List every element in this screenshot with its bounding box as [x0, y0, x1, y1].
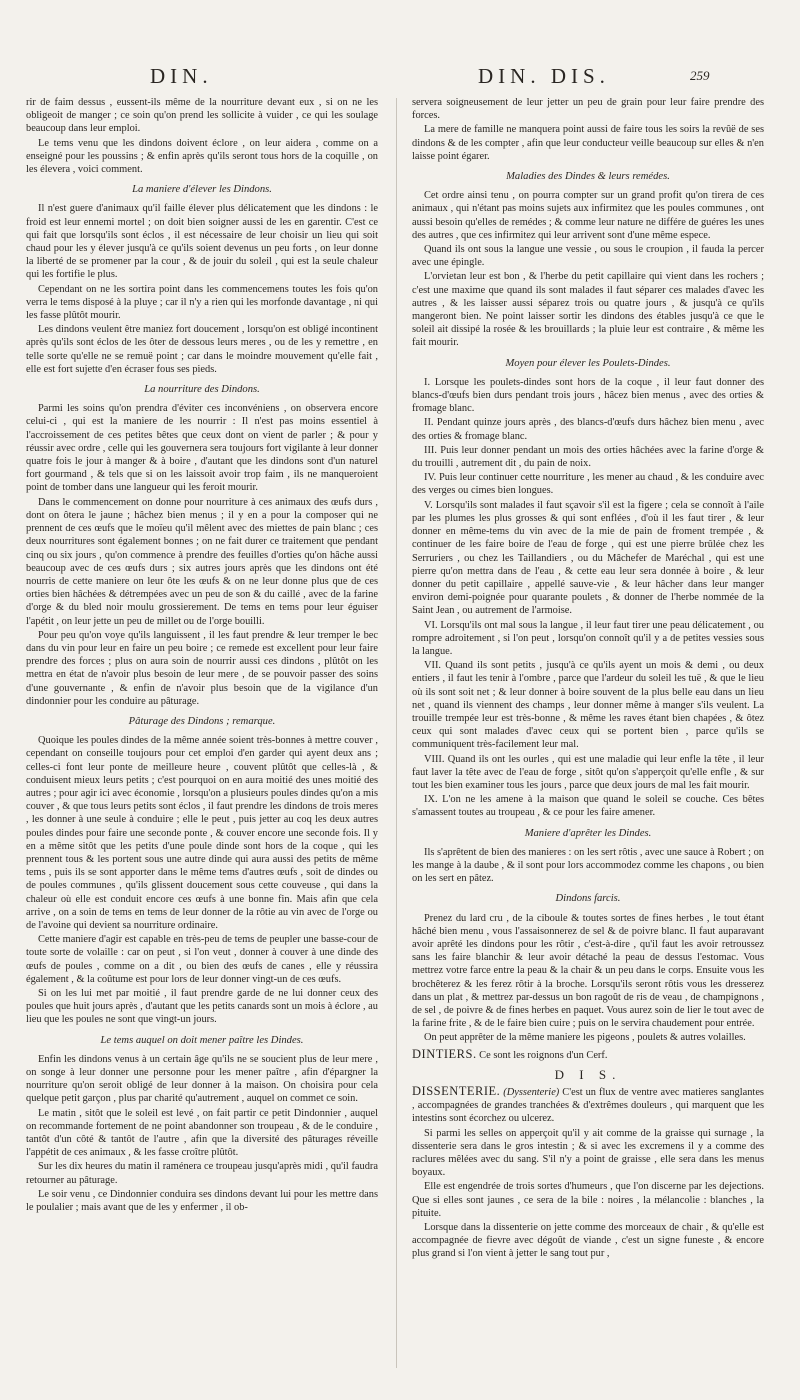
- section-heading: Maniere d'aprêter les Dindes.: [524, 827, 652, 839]
- paragraph: Quoique les poules dindes de la même année soient très-bonnes à mettre couver , cependant on conseille toujours pour cet emploi d'en garder qui ayent deux ans ; celles-ci font leur ponte de meilleure heure , couvent plûtôt que celles-là , & conduisent mieux leurs petits ; c'est pourquoi on en aura moitié des unes moitié des autres ; pour agir ici avec économie , lorsqu'on a plusieurs poules dindes qu'on a mis couver , & que tous leurs petits sont éclos , il faut prendre les dindons de trois meres , les donner à une seule à conduire ; elle le peut , puis jetter au coq les deux autres poules dindes pour faire une seconde ponte , & couver encore une seconde fois. Il y en a même sitôt que les petits d'une poule dinde sont hors de la coque , qui les prennent tous & les portent sous une autre dinde qui aura aussi des petits de même tems , puis ils se sont apporter dans le même tems d'autres œufs , soit de dindes ou de poules communes , qu'ils glissent doucement sous cette couveuse , qui dans la chaleur où elle est conduit encore ces œufs à une bonne fin. Mais afin que cela arrive , on a soin de tems en tems de leur donner de la rôtie au vin avec de l'orge ou de l'avoine qui devient sa nourriture ordinaire.: [26, 735, 378, 931]
- paragraph: rir de faim dessus , eussent-ils même de la nourriture devant eux , si on ne les obligeoit de manger ; ce soin qu'on prend les sollicite à vuider , ce qui les soulage beaucoup dans leur emploi.: [26, 97, 378, 135]
- paragraph: IV. Puis leur continuer cette nourriture , les mener au chaud , & les conduire avec des verges ou cimes bien longues.: [412, 472, 764, 497]
- paragraph: Sur les dix heures du matin il raménera ce troupeau jusqu'après midi , qu'il faudra retourner au pâturage.: [26, 1161, 378, 1186]
- paragraph: II. Pendant quinze jours après , des blancs-d'œufs durs hâchez bien menu , avec des orties & fromage blanc.: [412, 417, 764, 442]
- entry-headword: DISSENTERIE.: [412, 1084, 501, 1099]
- paragraph: VIII. Quand ils ont les ourles , qui est une maladie qui leur enfle la tête , il leur faut laver la tête avec de l'eau de forge , sitôt qu'on s'apperçoit qu'elle enfle , & sur tout les bien examiner tous les jours , parce que deux jours de mal les fait mourir.: [412, 753, 764, 791]
- running-head-left: DIN.: [150, 64, 213, 88]
- right-column: [412, 96, 764, 1386]
- paragraph: On peut apprêter de la même maniere les pigeons , poulets & autres volailles.: [424, 1032, 746, 1044]
- paragraph: Pour peu qu'on voye qu'ils languissent , il les faut prendre & leur tremper le bec dans du vin pour leur en faire un peu boire ; ce remede est excellent pour leur faire prendre des forces ; plus on aura soin de nourrir aussi ces dindons , plûtôt on les mettra en état de n'avoir plus besoin de leur mere , de se pouvoir passer des soins d'une gouvernante , & enfin de n'avoir plus besoin que de la vigilance d'un dindonnier pour les conduire au pâturage.: [26, 629, 378, 707]
- section-heading: Moyen pour élever les Poulets-Dindes.: [505, 357, 671, 369]
- left-column: [26, 96, 378, 1386]
- running-head: [0, 64, 800, 94]
- section-heading: Pâturage des Dindons ; remarque.: [128, 715, 276, 727]
- paragraph: Lorsque dans la dissenterie on jette comme des morceaux de chair , & qu'elle est accompagnée de fievre avec dégoût de viande , c'est un signe funeste , & encore plus grand si l'on vient à jetter le sang tout pur ,: [412, 1222, 764, 1260]
- paragraph: Il n'est guere d'animaux qu'il faille élever plus délicatement que les dindons : le froid est leur ennemi mortel ; on doit bien soigner aussi de les en garentir. C'est ce qui fait que lorsqu'ils sont éclos , il est nécessaire de leur choisir un lieu qui soit chaud pour les y élever jusqu'à ce qu'ils soient devenus un peu forts , on leur donne la liberté de se promener par la cour , & de jouir du soleil , qui est la seule chaleur qui les fortifie le plus.: [26, 203, 378, 281]
- paragraph: Si parmi les selles on apperçoit qu'il y ait comme de la graisse qui surnage , la dissenterie sera dans le gros intestin ; & si avec les excremens il y a comme des raclures mêlées avec du sang. S'il n'y a point de graisse , elle sera dans les menus boyaux.: [412, 1127, 764, 1179]
- paragraph: VII. Quand ils sont petits , jusqu'à ce qu'ils ayent un mois & demi , ou deux entiers , il faut les tenir à l'ombre , parce que l'ardeur du soleil les tuë , & que le lieu où ils sont soit net ; & leur donner à boire souvent de la plus belle eau dans un lieu net , quand ils viennent des champs , leur donner même à manger s'ils veulent. La trouille trempée leur est très-bonne , & même les raves étant bien chapées , & ôtez ceux qui sont malades d'avec ceux qui se portent bien , parce qu'ils se communiquent très-facilement leur mal.: [412, 660, 764, 751]
- paragraph: Ils s'aprêtent de bien des manieres : on les sert rôtis , avec une sauce à Robert ; on les mange à la daube , & il sont pour lors accommodez comme les chapons , ou bien on les sert en pâtez.: [412, 846, 764, 885]
- dictionary-entry: [412, 1048, 764, 1062]
- paragraph: I. Lorsque les poulets-dindes sont hors de la coque , il leur faut donner des blancs-d'œufs bien durs pendant trois jours , hâcez bien menus , avec des orties & fromage blanc.: [412, 376, 764, 415]
- paragraph: La mere de famille ne manquera point aussi de faire tous les soirs la revûë de ses dindons & de les compter , afin que leur conducteur veille beaucoup sur elles & n'en laisse point égarer.: [412, 124, 764, 162]
- paragraph: L'orvietan leur est bon , & l'herbe du petit capillaire qui vient dans les rochers ; c'est une maxime que quand ils sont malades il faut séparer ces malades d'avec les autres , & les laisser aussi séparez trois ou quatre jours , & jusqu'à ce qu'ils mangeront bien. Ne point laisser sortir les dindons des étables jusqu'à ce que le soleil ait dissipé la rosée & les brouillards ; la pluie leur est contraire , & même les fait mourir.: [412, 271, 764, 349]
- section-heading: La maniere d'élever les Dindons.: [132, 184, 272, 196]
- dictionary-entry: [412, 1085, 764, 1126]
- paragraph: Le tems venu que les dindons doivent éclore , on leur aidera , comme on a enseigné pour les poussins ; & enfin après qu'ils seront tous hors de la coquille , on les élevera , voici comment.: [26, 137, 378, 176]
- paragraph: Les dindons veulent être maniez fort doucement , lorsqu'on est obligé incontinent après qu'ils sont éclos de les ôter de dessous leurs meres , ou de les y remettre , en telle sorte qu'elle ne se remuë point ; car dans le moindre mouvement qu'elle fait , elle est fort sujette d'en écraser fous ses pieds.: [26, 324, 378, 375]
- paragraph: Cet ordre ainsi tenu , on pourra compter sur un grand profit qu'on tirera de ces animaux , qui n'étant pas moins sujets aux infirmitez que les poules communes , ont aussi besoin qu'elles de remédes ; & comme leur nature ne différe de guéres les unes des autres , que ces infirmitez qui leur arrivent sont d'une même espece.: [412, 190, 764, 241]
- paragraph: Cependant on ne les sortira point dans les commencemens toutes les fois qu'on verra le tems disposé à la pluye ; car il n'y a rien qui les morfonde davantage , ni qui les fasse plûtôt mourir.: [26, 283, 378, 322]
- entry-gloss: (Dyssenterie): [503, 1087, 560, 1099]
- section-heading: Le tems auquel on doit mener paître les Dindes.: [100, 1034, 304, 1046]
- paragraph: Cette maniere d'agir est capable en très-peu de tems de peupler une basse-cour de toute sorte de volaille : car on peut , si l'on veut , donner à couver à une dinde des œufs de poules , comme on a dit , ou bien des œufs de canes , elle y réussira également , & la coûtume est pour lors de leur donner vingt-un de ces œufs.: [26, 934, 378, 985]
- section-heading: Maladies des Dindes & leurs remédes.: [506, 171, 670, 183]
- entry-text: Ce sont les roignons d'un Cerf.: [476, 1049, 608, 1061]
- paragraph: V. Lorsqu'ils sont malades il faut sçavoir s'il est la figere ; cela se connoît à l'aile par les plumes les plus grosses & qui sont enflées , d'où il les faut tirer , & leur donner en même-tems du vin avec de la mie de pain de froment trempée , & continuer de les faire boire de l'eau de forge , qui est une pierre brûlée chez les Serruriers , ou chez les Taillandiers , ou du Mâchefer de Maréchal , qui est une pierre qu'on mettra dans de l'eau , & cette eau leur sera donnée à boire , & leur donner du petit capillaire , appellé sauve-vie , & leur hâcher dans leur manger environ demi-poignée pour quarante poulets , & donner de l'herbe nommée de la Saint Jean , ou autrement de l'armoise.: [412, 499, 764, 617]
- letter-section-heading: D I S.: [554, 1066, 622, 1082]
- section-heading: Dindons farcis.: [555, 893, 621, 905]
- paragraph: VI. Lorsqu'ils ont mal sous la langue , il leur faut tirer une peau délicatement , ou rompre adroitement , si l'on peut , lorsqu'on connoît qu'il y a de petites vessies sous la langue.: [412, 619, 764, 657]
- paragraph: Le soir venu , ce Dindonnier conduira ses dindons devant lui pour les mettre dans le poulalier ; mais avant que de les y enfermer , il ob-: [26, 1188, 378, 1214]
- paragraph: Elle est engendrée de trois sortes d'humeurs , que l'on discerne par les dejections. Que si elles sont jaunes , ce sera de la bile : noires , la mélancolie : blanches , la pituite.: [412, 1181, 764, 1219]
- column-rule: [396, 98, 397, 1368]
- paragraph: Le matin , sitôt que le soleil est levé , on fait partir ce petit Dindonnier , auquel on recommande fortement de ne point abandonner son troupeau , & de le conduire , tantôt d'un côté & tantôt de l'autre , afin que la diversité des pâturages réveille l'appétit de ces animaux , & les fasse croître plûtôt.: [26, 1107, 378, 1159]
- running-head-right: DIN. DIS.: [478, 64, 610, 88]
- paragraph: Enfin les dindons venus à un certain âge qu'ils ne se soucient plus de leur mere , on songe à leur donner une personne pour les mener paître , afin d'épargner la nourriture qu'on seroit obligé de leur donner à la maison. On choisira pour cela quelque petit garçon , plus par charité qu'autrement , auquel on commet ce soin.: [26, 1053, 378, 1105]
- page-number: 259: [690, 68, 710, 83]
- paragraph: IX. L'on ne les amene à la maison que quand le soleil se couche. Ces bêtes s'amassent toutes au troupeau , & ce pour les faire amener.: [412, 794, 764, 819]
- entry-headword: DINTIERS.: [412, 1046, 477, 1061]
- paragraph: Quand ils ont sous la langue une vessie , ou sous le croupion , il fauda la percer avec une épingle.: [412, 244, 764, 269]
- paragraph: servera soigneusement de leur jetter un peu de grain pour leur faire prendre des forces.: [412, 97, 764, 122]
- paragraph: Parmi les soins qu'on prendra d'éviter ces inconvéniens , on observera encore celui-ci , qui est la maniere de les nourrir : Il n'est pas moins essentiel à l'accroissement de ces petites bêtes que ceux dont on vient de parler ; & pour y réussir avec ordre , celle qui les gouvernera sera toujours fort vigilante à leur donner quatre fois le jour à manger & à boire , d'autant que les dindons sont d'un naturel fort gourmand , & tels que si on les laissoit avoir trop faim , ils ne manqueroient point de tomber dans une langueur qui les feroit mourir.: [26, 403, 378, 494]
- paragraph: Si on les lui met par moitié , il faut prendre garde de ne lui donner ceux des poules que huit jours après , d'autant que les petits canards sont un mois à éclore , au lieu que les poules ne sont que vingt-un jours.: [26, 988, 378, 1026]
- section-heading: La nourriture des Dindons.: [144, 384, 260, 396]
- paragraph: Prenez du lard cru , de la ciboule & toutes sortes de fines herbes , le tout étant hâché bien menu , vous l'assaisonnerez de sel & de poivre blanc. Il faut auparavant avoir aprêté les dindons pour les rôtir , c'est-à-dire , qu'il faut les avoir retroussez sans les faire blanchir & leur avoir détaché la peau de dessus l'estomac. Vous mettrez votre farce entre la peau & la chair & un peu dans le corps. Ensuite vous les brochêterez & les ferez rôtir à la broche. Lorsqu'ils seront rôtis vous les dresserez dans un plat , & mettrez par-dessus un bon ragoût de ris de veau , de champignons , de sel , de poivre & de fines herbes en paquet. Vous aurez soin de lier le tout avec de la farine frite , & de le faire bien cuire ; puis on le servira chaudement pour entrée.: [412, 912, 764, 1030]
- entry-text: C'est un flux de ventre avec matieres sanglantes , accompagnées de grandes tranchées & d'extrêmes douleurs , qui marquent que les intestins sont écorchez ou ulcerez.: [412, 1087, 764, 1125]
- paragraph: III. Puis leur donner pendant un mois des orties hâchées avec la farine d'orge & du trouilli , autrement dit , du pain de noix.: [412, 444, 764, 470]
- paragraph: Dans le commencement on donne pour nourriture à ces animaux des œufs durs , dont on ôtera le jaune ; hâchez bien menus ; il y en a pour la composer qui ne prennent de ces œufs que le moïeu qu'il mêlent avec des miettes de pain blanc ; ces deux nourritures sont également bonnes ; on ne fait durer ce traitement que pendant cinq ou six jours , qu'on commence à prendre des feuilles d'orties qu'on hâche aussi beaucoup avec de ces œufs durs ; six autres jours après que les dindons ont été nourris de cette maniere on leur ôte les œufs & on ne leur donne plus que de ces orties bien hâchées & détrempées avec un peu de son & du caillé , avec de la farine d'orge & du bled noir moulu grossierement. De tems en tems pour leur éguiser l'apétit , on leur jette un peu de millet ou de l'orge bouilli.: [26, 496, 378, 627]
